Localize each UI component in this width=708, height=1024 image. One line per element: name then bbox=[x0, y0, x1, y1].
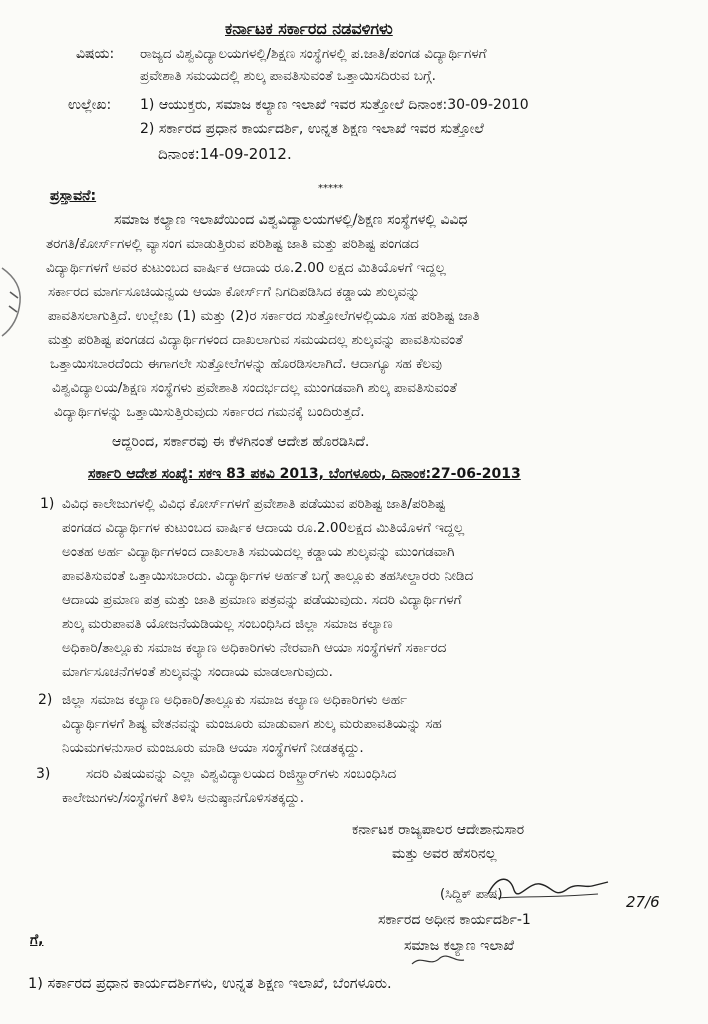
preamble-heading: ಪ್ರಸ್ತಾವನೆ: bbox=[50, 188, 97, 204]
document-title: ಕರ್ನಾಟಕ ಸರ್ಕಾರದ ನಡವಳಿಗಳು bbox=[225, 19, 393, 38]
preamble-line: ಸರ್ಕಾರದ ಮಾರ್ಗಸೂಚಿಯನ್ವಯ ಆಯಾ ಕೋರ್ಸ್‌ಗೆ ನಿಗದಿಪಡಿಸಿದ ಕಡ್ಡಾಯ ಶುಲ್ಕವನ್ನು bbox=[48, 284, 420, 300]
order-item-1-line: ಶುಲ್ಕ ಮರುಪಾವತಿ ಯೋಜನೆಯಡಿಯಲ್ಲ ಸಂಬಂಧಿಸಿದ ಜಿಲ್ಲಾ ಸಮಾಜ ಕಲ್ಯಾಣ bbox=[62, 616, 393, 632]
order-heading: ಸರ್ಕಾರಿ ಆದೇಶ ಸಂಖ್ಯೆ: ಸಕಇ 83 ಪಕವಿ 2013, ಬೆಂಗಳೂರು, ದಿನಾಂಕ:27-06-2013 bbox=[88, 466, 521, 482]
preamble-line: ತರಗತಿ/ಕೋರ್ಸ್‌ಗಳಲ್ಲಿ ವ್ಯಾಸಂಗ ಮಾಡುತ್ತಿರುವ ಪರಿಶಿಷ್ಟ ಜಾತಿ ಮತ್ತು ಪರಿಶಿಷ್ಟ ಪಂಗಡದ bbox=[46, 236, 419, 252]
order-item-1-line: ಪಂಗಡದ ವಿದ್ಯಾರ್ಥಿಗಳ ಕುಟುಂಬದ ವಾರ್ಷಿಕ ಆದಾಯ ರೂ.2.00ಲಕ್ಷದ ಮಿತಿಯೊಳಗೆ ಇದ್ದಲ್ಲ bbox=[62, 520, 465, 536]
preamble-line: ವಿಶ್ವವಿದ್ಯಾಲಯ/ಶಿಕ್ಷಣ ಸಂಸ್ಥೆಗಳು ಪ್ರವೇಶಾತಿ ಸಂದರ್ಭದಲ್ಲ ಮುಂಗಡವಾಗಿ ಶುಲ್ಕ ಪಾವತಿಸುವಂತೆ bbox=[52, 380, 457, 396]
stamp-fragment bbox=[0, 262, 28, 342]
reference-1: 1) ಆಯುಕ್ತರು, ಸಮಾಜ ಕಲ್ಯಾಣ ಇಲಾಖೆ ಇವರ ಸುತ್ತೋಲೆ ದಿನಾಂಕ:30-09-2010 bbox=[140, 97, 529, 113]
order-item-1-number: 1) bbox=[40, 496, 55, 512]
order-item-2-line: ವಿದ್ಯಾರ್ಥಿಗಳಗೆ ಶಿಷ್ಯ ವೇತನವನ್ನು ಮಂಜೂರು ಮಾಡುವಾಗ ಶುಲ್ಕ ಮರುಪಾವತಿಯನ್ನು ಸಹ bbox=[62, 716, 442, 732]
signature-date: 27/6 bbox=[626, 893, 660, 911]
order-item-1-line: ಅಂತಹ ಅರ್ಹ ವಿದ್ಯಾರ್ಥಿಗಳಂದ ದಾಖಲಾತಿ ಸಮಯದಲ್ಲ ಕಡ್ಡಾಯ ಶುಲ್ಕವನ್ನು ಮುಂಗಡವಾಗಿ bbox=[62, 544, 455, 560]
closing-line-1: ಕರ್ನಾಟಕ ರಾಜ್ಯಪಾಲರ ಆದೇಶಾನುಸಾರ bbox=[352, 822, 525, 838]
initial-mark bbox=[408, 950, 468, 970]
preamble-line: ವಿದ್ಯಾರ್ಥಿಗಳನ್ನು ಒತ್ತಾಯಿಸುತ್ತಿರುವುದು ಸರ್ಕಾರದ ಗಮನಕ್ಕೆ ಬಂದಿರುತ್ತದೆ. bbox=[54, 404, 365, 420]
preamble-line: ಒತ್ತಾಯಿಸಬಾರದೆಂದು ಈಗಾಗಲೇ ಸುತ್ತೋಲೆಗಳನ್ನು ಹೊರಡಿಸಲಾಗಿದೆ. ಆದಾಗ್ಯೂ ಸಹ ಕೆಲವು bbox=[50, 356, 442, 372]
signatory-department: ಸಮಾಜ ಕಲ್ಯಾಣ ಇಲಾಖೆ bbox=[404, 938, 515, 954]
order-item-3-line: ಸದರಿ ವಿಷಯವನ್ನು ಎಲ್ಲಾ ವಿಶ್ವವಿದ್ಯಾಲಯದ ರಿಜಿಸ್ಟ್ರಾರ್‌ಗಳು ಸಂಬಂಧಿಸಿದ bbox=[86, 766, 397, 782]
signatory-designation: ಸರ್ಕಾರದ ಅಧೀನ ಕಾರ್ಯದರ್ಶಿ-1 bbox=[378, 912, 531, 928]
order-item-2-number: 2) bbox=[38, 692, 53, 708]
subject-line-1: ರಾಜ್ಯದ ವಿಶ್ವವಿದ್ಯಾಲಯಗಳಲ್ಲಿ/ಶಿಕ್ಷಣ ಸಂಸ್ಥೆಗಳಲ್ಲಿ ಪ.ಜಾತಿ/ಪಂಗಡ ವಿದ್ಯಾರ್ಥಿಗಳಗೆ bbox=[140, 46, 487, 62]
order-item-2-line: ಜಿಲ್ಲಾ ಸಮಾಜ ಕಲ್ಯಾಣ ಅಧಿಕಾರಿ/ತಾಲ್ಲೂಕು ಸಮಾಜ ಕಲ್ಯಾಣ ಅಧಿಕಾರಿಗಳು ಅರ್ಹ bbox=[62, 692, 408, 708]
order-item-3-line: ಕಾಲೇಜುಗಳು/ಸಂಸ್ಥೆಗಳಗೆ ತಿಳಿಸಿ ಅನುಷ್ಠಾನಗೊಳಿಸತಕ್ಕದ್ದು. bbox=[62, 790, 304, 806]
reference-label: ಉಲ್ಲೇಖ: bbox=[68, 97, 112, 113]
preamble-conclusion: ಆದ್ದರಿಂದ, ಸರ್ಕಾರವು ಈ ಕೆಳಗಿನಂತೆ ಆದೇಶ ಹೊರಡಿಸಿದೆ. bbox=[112, 434, 370, 450]
signatory-name: (ಸಿದ್ದಿಕ್ ಪಾಷ) bbox=[440, 887, 503, 902]
preamble-line: ಪಾವತಿಸಲಾಗುತ್ತಿದೆ. ಉಲ್ಲೇಖ (1) ಮತ್ತು (2)ರ ಸರ್ಕಾರದ ಸುತ್ತೋಲೆಗಳಲ್ಲಿಯೂ ಸಹ ಪರಿಶಿಷ್ಟ ಜಾತಿ bbox=[48, 308, 480, 324]
reference-2: 2) ಸರ್ಕಾರದ ಪ್ರಧಾನ ಕಾರ್ಯದರ್ಶಿ, ಉನ್ನತ ಶಿಕ್ಷಣ ಇಲಾಖೆ ಇವರ ಸುತ್ತೋಲೆ bbox=[140, 121, 484, 137]
recipient-1: 1) ಸರ್ಕಾರದ ಪ್ರಧಾನ ಕಾರ್ಯದರ್ಶಿಗಳು, ಉನ್ನತ ಶಿಕ್ಷಣ ಇಲಾಖೆ, ಬೆಂಗಳೂರು. bbox=[28, 976, 392, 992]
subject-line-2: ಪ್ರವೇಶಾತಿ ಸಮಯದಲ್ಲಿ ಶುಲ್ಕ ಪಾವತಿಸುವಂತೆ ಒತ್ತಾಯಿಸದಿರುವ ಬಗ್ಗೆ. bbox=[140, 68, 436, 84]
preamble-line: ಸಮಾಜ ಕಲ್ಯಾಣ ಇಲಾಖೆಯಿಂದ ವಿಶ್ವವಿದ್ಯಾಲಯಗಳಲ್ಲಿ/ಶಿಕ್ಷಣ ಸಂಸ್ಥೆಗಳಲ್ಲಿ ವಿವಿಧ bbox=[114, 212, 468, 228]
separator-stars: ***** bbox=[318, 183, 343, 194]
order-item-2-line: ನಿಯಮಗಳನುಸಾರ ಮಂಜೂರು ಮಾಡಿ ಆಯಾ ಸಂಸ್ಥೆಗಳಗೆ ನೀಡತಕ್ಕದ್ದು. bbox=[62, 740, 364, 756]
order-item-1-line: ಮಾರ್ಗಸೂಚನೆಗಳಂತೆ ಶುಲ್ಕವನ್ನು ಸಂದಾಯ ಮಾಡಲಾಗುವುದು. bbox=[62, 664, 333, 680]
reference-2-date: ದಿನಾಂಕ:14-09-2012. bbox=[158, 145, 292, 163]
order-item-1-line: ವಿವಿಧ ಕಾಲೇಜುಗಳಲ್ಲಿ ವಿವಿಧ ಕೋರ್ಸ್‌ಗಳಗೆ ಪ್ರವೇಶಾತಿ ಪಡೆಯುವ ಪರಿಶಿಷ್ಟ ಜಾತಿ/ಪರಿಶಿಷ್ಟ bbox=[62, 496, 446, 512]
order-item-1-line: ಆದಾಯ ಪ್ರಮಾಣ ಪತ್ರ ಮತ್ತು ಜಾತಿ ಪ್ರಮಾಣ ಪತ್ರವನ್ನು ಪಡೆಯುವುದು. ಸದರಿ ವಿದ್ಯಾರ್ಥಿಗಳಗೆ bbox=[62, 592, 462, 608]
preamble-line: ಮತ್ತು ಪರಿಶಿಷ್ಟ ಪಂಗಡದ ವಿದ್ಯಾರ್ಥಿಗಳಂದ ದಾಖಲಾಗುವ ಸಮಯದಲ್ಲ ಶುಲ್ಕವನ್ನು ಪಾವತಿಸುವಂತೆ bbox=[48, 332, 463, 348]
order-item-3-number: 3) bbox=[36, 766, 51, 782]
order-item-1-line: ಪಾವತಿಸುವಂತೆ ಒತ್ತಾಯಿಸಬಾರದು. ವಿದ್ಯಾರ್ಥಿಗಳ ಅರ್ಹತೆ ಬಗ್ಗೆ ತಾಲ್ಲೂಕು ತಹಸೀಲ್ದಾರರು ನೀಡಿದ bbox=[62, 568, 474, 584]
preamble-line: ವಿದ್ಯಾರ್ಥಿಗಳಗೆ ಅವರ ಕುಟುಂಬದ ವಾರ್ಷಿಕ ಆದಾಯ ರೂ.2.00 ಲಕ್ಷದ ಮಿತಿಯೊಳಗೆ ಇದ್ದಲ್ಲ bbox=[46, 260, 446, 276]
subject-label: ವಿಷಯ: bbox=[76, 46, 115, 62]
recipients-heading: ಗೆ, bbox=[30, 932, 44, 948]
closing-line-2: ಮತ್ತು ಅವರ ಹೆಸರಿನಲ್ಲ bbox=[392, 846, 497, 862]
order-item-1-line: ಅಧಿಕಾರಿ/ತಾಲ್ಲೂಕು ಸಮಾಜ ಕಲ್ಯಾಣ ಅಧಿಕಾರಿಗಳು ನೇರವಾಗಿ ಆಯಾ ಸಂಸ್ಥೆಗಳಗೆ ಸರ್ಕಾರದ bbox=[62, 640, 447, 656]
